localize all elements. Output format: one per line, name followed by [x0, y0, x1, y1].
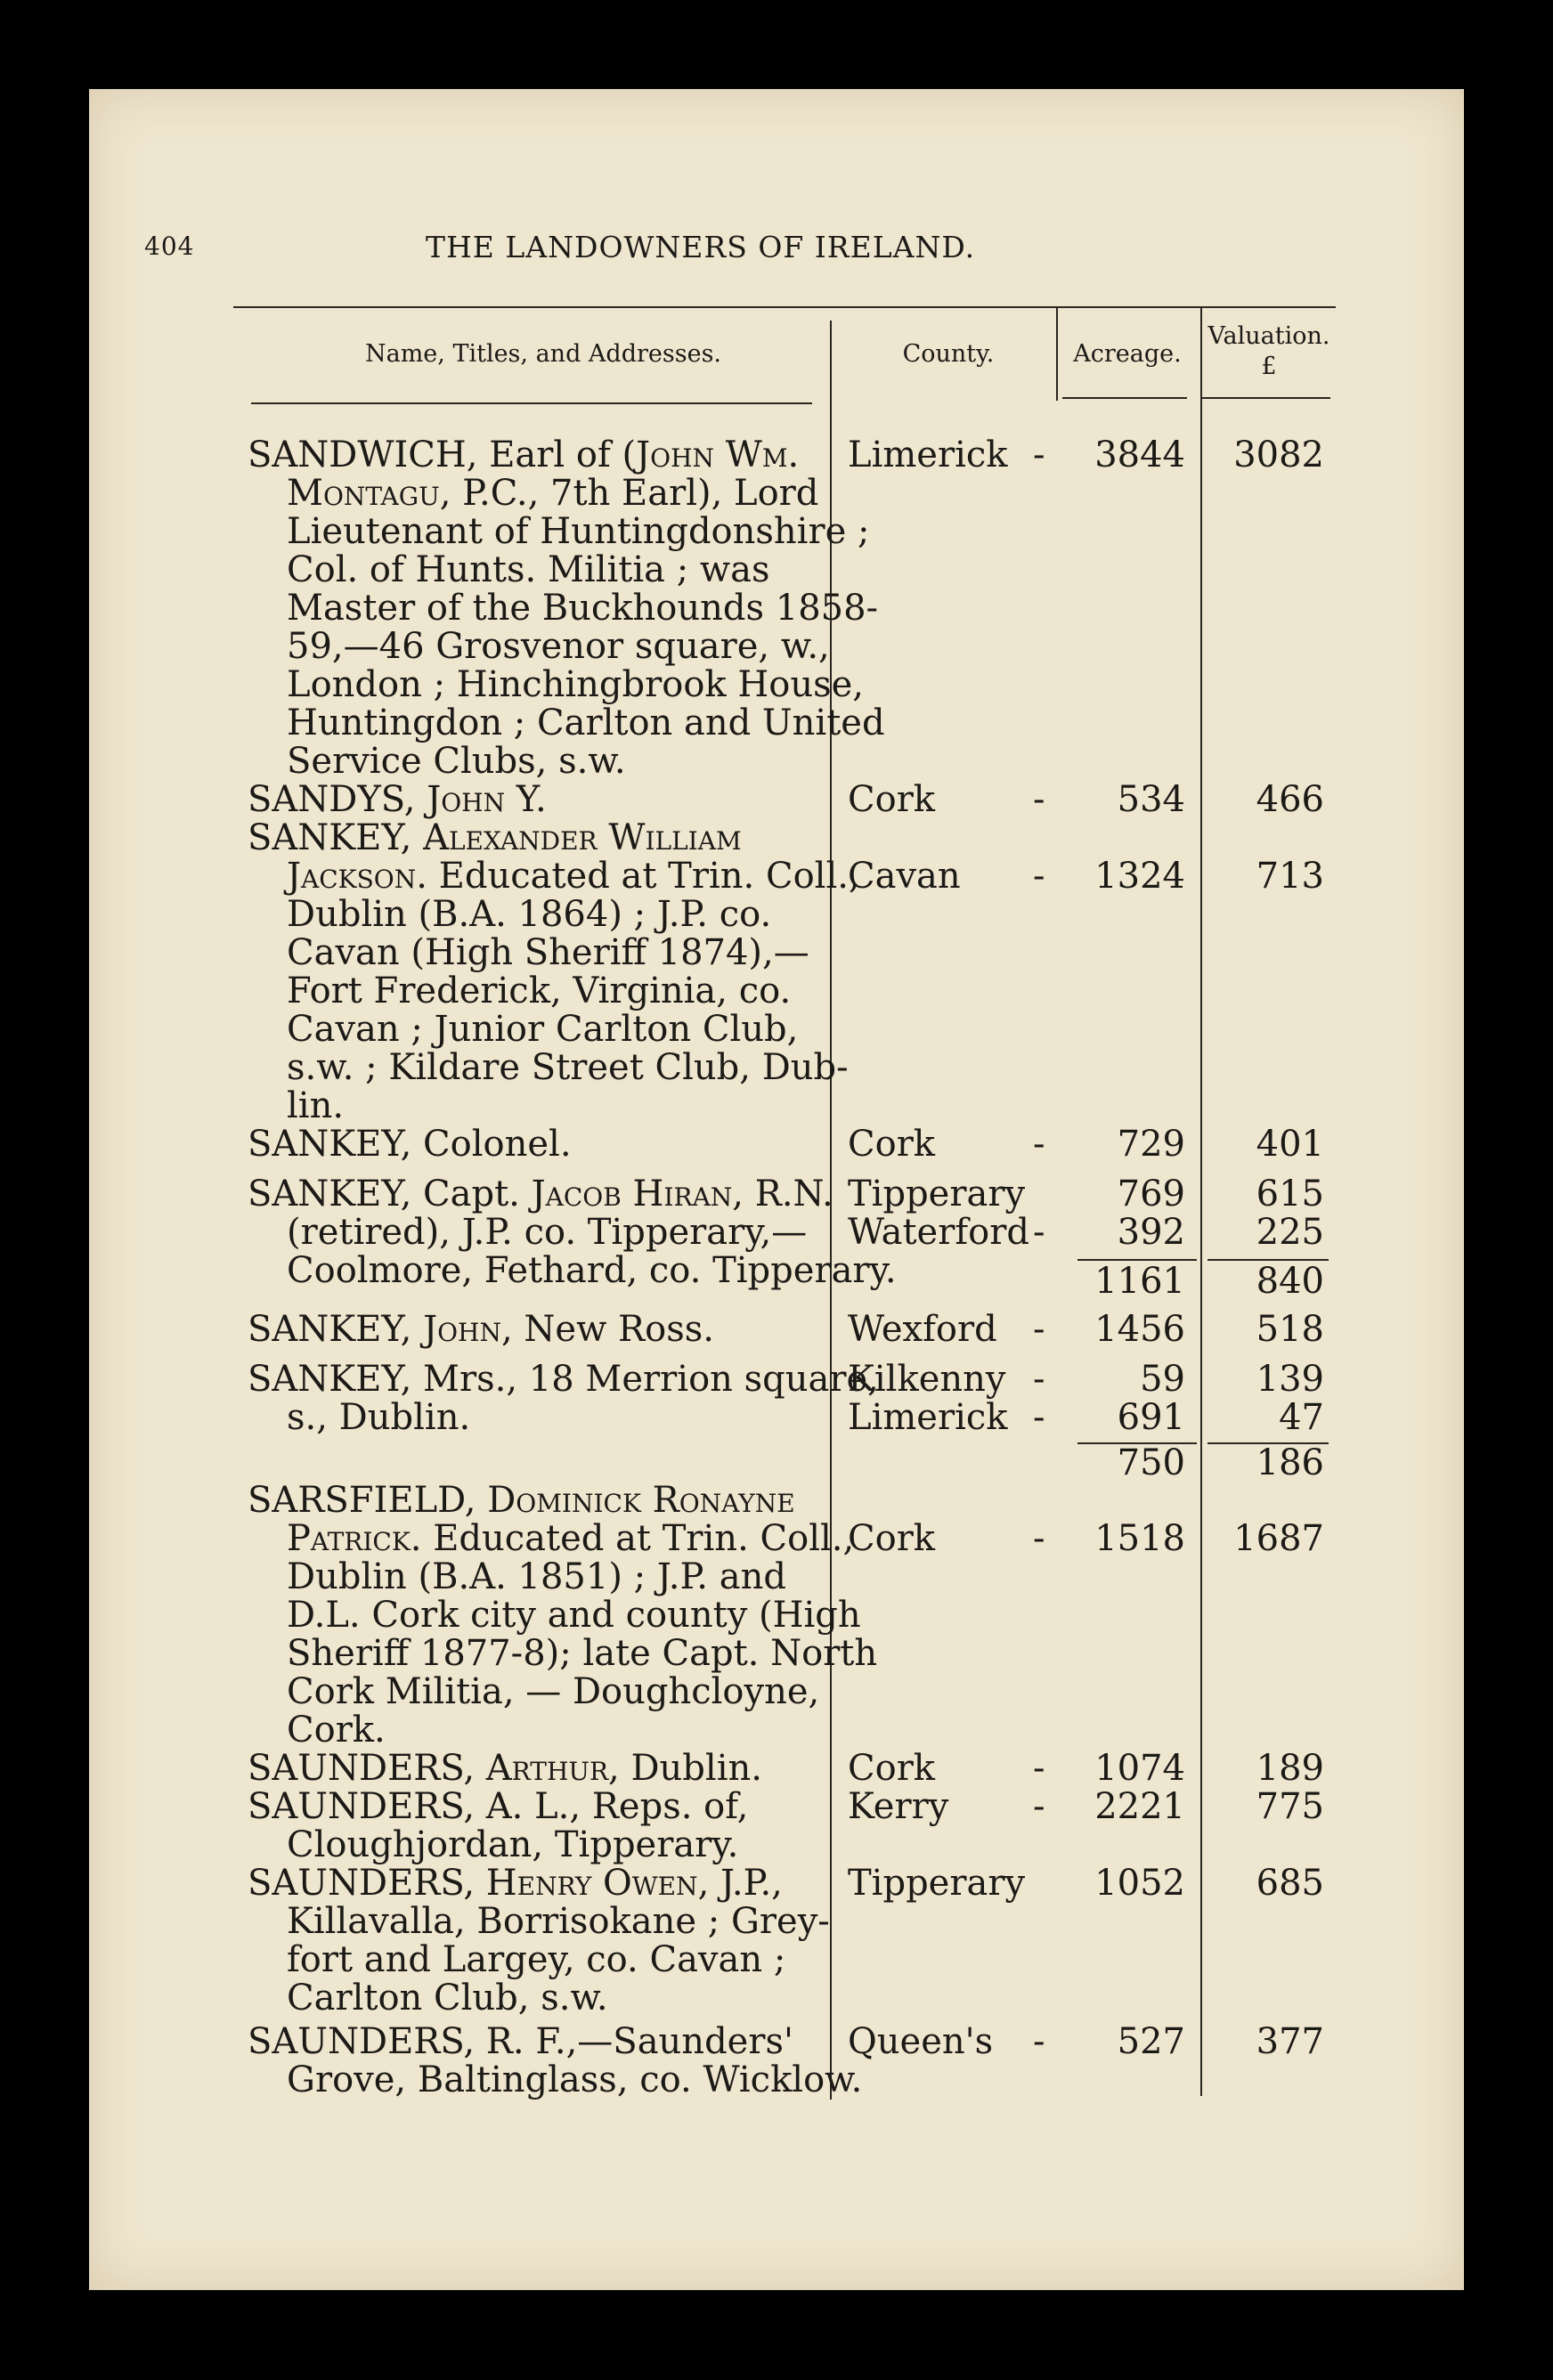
valuation-cell: 401: [1256, 1124, 1324, 1165]
running-head: [0, 232, 1375, 267]
total-acreage-cell: 750: [1117, 1442, 1185, 1483]
valuation-cell: 775: [1256, 1786, 1324, 1827]
column-rule-acreage: [1200, 306, 1202, 2096]
acreage-cell: 59: [1140, 1359, 1185, 1400]
leader-dash: -: [1033, 779, 1045, 820]
entry-name-cont: s., Dublin.: [287, 1397, 471, 1438]
entry-name: SANKEY, Capt. Jacob Hiran, R.N.: [248, 1174, 833, 1214]
entry-name-cont: Grove, Baltinglass, co. Wicklow.: [287, 2059, 863, 2100]
valuation-cell: 615: [1256, 1174, 1324, 1214]
entry-name: SAUNDERS, R. F.,—Saunders': [248, 2021, 793, 2062]
acreage-cell: 392: [1117, 1212, 1185, 1253]
entry-name-cont: Master of the Buckhounds 1858-: [287, 588, 879, 629]
county-cell: Kilkenny: [848, 1359, 1006, 1400]
column-header-valuation: Valuation.: [1207, 322, 1330, 350]
valuation-cell: 3082: [1233, 435, 1324, 475]
page-title: THE LANDOWNERS OF IRELAND.: [426, 230, 976, 264]
entry-name: SANKEY, Mrs., 18 Merrion square,: [248, 1359, 879, 1400]
county-cell: Cork: [848, 779, 936, 820]
valuation-cell: 466: [1256, 779, 1324, 820]
entry-name: SANKEY, John, New Ross.: [248, 1309, 715, 1350]
leader-dash: -: [1033, 1124, 1045, 1165]
total-acreage-cell: 1161: [1094, 1261, 1185, 1302]
valuation-cell: 377: [1256, 2021, 1324, 2062]
entry-name: SANKEY, Alexander William: [248, 817, 742, 858]
valuation-cell: 189: [1256, 1748, 1324, 1789]
entry-name-cont: Carlton Club, s.w.: [287, 1978, 608, 2019]
entry-name-cont: Sheriff 1877-8); late Capt. North: [287, 1633, 878, 1674]
acreage-cell: 1518: [1094, 1518, 1185, 1559]
entry-name-cont: Col. of Hunts. Militia ; was: [287, 549, 770, 590]
valuation-cell: 518: [1256, 1309, 1324, 1350]
valuation-cell: 713: [1256, 856, 1324, 897]
county-cell: Waterford: [848, 1212, 1029, 1253]
entry-name-cont: Fort Frederick, Virginia, co.: [287, 971, 792, 1011]
entry-name-cont: Patrick. Educated at Trin. Coll.,: [287, 1518, 855, 1559]
valuation-header-rule: [1202, 397, 1330, 399]
county-cell: Wexford: [848, 1309, 997, 1350]
column-header-name: Name, Titles, and Addresses.: [364, 340, 722, 368]
entry-name-cont: London ; Hinchingbrook House,: [287, 664, 865, 705]
column-rule-county: [1056, 306, 1058, 401]
leader-dash: -: [1033, 856, 1045, 897]
entry-name-cont: Killavalla, Borrisokane ; Grey-: [287, 1901, 830, 1942]
entry-name-cont: s.w. ; Kildare Street Club, Dub-: [287, 1047, 849, 1088]
entry-name-cont: Dublin (B.A. 1851) ; J.P. and: [287, 1556, 786, 1597]
entry-name-cont: Jackson. Educated at Trin. Coll.,: [287, 856, 860, 897]
entry-name-cont: Dublin (B.A. 1864) ; J.P. co.: [287, 894, 772, 935]
entry-name-cont: fort and Largey, co. Cavan ;: [287, 1939, 786, 1980]
leader-dash: -: [1033, 1748, 1045, 1789]
acreage-cell: 1052: [1094, 1863, 1185, 1904]
entry-name-cont: Montagu, P.C., 7th Earl), Lord: [287, 473, 819, 514]
entry-name-cont: Huntingdon ; Carlton and United: [287, 703, 885, 743]
acreage-cell: 3844: [1094, 435, 1185, 475]
entry-name: SAUNDERS, Arthur, Dublin.: [248, 1748, 762, 1789]
entry-name-cont: Lieutenant of Huntingdonshire ;: [287, 511, 870, 552]
entry-name-cont: Cavan ; Junior Carlton Club,: [287, 1009, 799, 1050]
valuation-cell: 139: [1256, 1359, 1324, 1400]
leader-dash: -: [1033, 2021, 1045, 2062]
leader-dash: -: [1033, 1212, 1045, 1253]
entry-name-cont: Cork Militia, — Doughcloyne,: [287, 1671, 820, 1712]
name-header-rule: [251, 402, 812, 404]
acreage-cell: 1324: [1094, 856, 1185, 897]
entry-name-cont: (retired), J.P. co. Tipperary,—: [287, 1212, 808, 1253]
entry-name: SAUNDERS, Henry Owen, J.P.,: [248, 1863, 783, 1904]
county-cell: Limerick: [848, 1397, 1008, 1438]
entry-name: SANDWICH, Earl of (John Wm.: [248, 435, 800, 475]
page-number: 404: [144, 232, 195, 261]
acreage-cell: 769: [1117, 1174, 1185, 1214]
county-cell: Limerick: [848, 435, 1008, 475]
leader-dash: -: [1033, 435, 1045, 475]
acreage-cell: 527: [1117, 2021, 1185, 2062]
entry-name: SANDYS, John Y.: [248, 779, 547, 820]
valuation-cell: 225: [1256, 1212, 1324, 1253]
entry-name-cont: Coolmore, Fethard, co. Tipperary.: [287, 1250, 897, 1291]
county-cell: Cavan: [848, 856, 961, 897]
leader-dash: -: [1033, 1518, 1045, 1559]
leader-dash: -: [1033, 1786, 1045, 1827]
county-cell: Kerry: [848, 1786, 949, 1827]
total-valuation-cell: 840: [1256, 1261, 1324, 1302]
acreage-cell: 534: [1117, 779, 1185, 820]
entry-name-cont: Service Clubs, s.w.: [287, 741, 626, 782]
leader-dash: -: [1033, 1359, 1045, 1400]
total-valuation-cell: 186: [1256, 1442, 1324, 1483]
leader-dash: -: [1033, 1309, 1045, 1350]
valuation-cell: 47: [1279, 1397, 1324, 1438]
county-cell: Cork: [848, 1518, 936, 1559]
acreage-cell: 729: [1117, 1124, 1185, 1165]
entry-name-cont: Cavan (High Sheriff 1874),—: [287, 932, 809, 973]
table-top-rule: [233, 306, 1336, 308]
leader-dash: -: [1033, 1397, 1045, 1438]
entry-name-cont: Cork.: [287, 1710, 386, 1750]
acreage-cell: 691: [1117, 1397, 1185, 1438]
entry-name: SARSFIELD, Dominick Ronayne: [248, 1480, 795, 1521]
county-cell: Queen's: [848, 2021, 994, 2062]
acreage-cell: 2221: [1094, 1786, 1185, 1827]
acreage-cell: 1456: [1094, 1309, 1185, 1350]
entry-name: SAUNDERS, A. L., Reps. of,: [248, 1786, 749, 1827]
county-cell: Tipperary: [848, 1174, 1026, 1214]
column-header-valuation-unit: £: [1261, 353, 1277, 380]
entry-name: SANKEY, Colonel.: [248, 1124, 572, 1165]
entry-name-cont: Cloughjordan, Tipperary.: [287, 1824, 739, 1865]
county-cell: Tipperary: [848, 1863, 1026, 1904]
entry-name-cont: lin.: [287, 1085, 345, 1126]
column-header-county: County.: [902, 340, 995, 368]
column-header-acreage: Acreage.: [1073, 340, 1182, 368]
valuation-cell: 1687: [1233, 1518, 1324, 1559]
valuation-cell: 685: [1256, 1863, 1324, 1904]
entry-name-cont: D.L. Cork city and county (High: [287, 1595, 861, 1636]
acreage-cell: 1074: [1094, 1748, 1185, 1789]
county-cell: Cork: [848, 1748, 936, 1789]
acreage-header-rule: [1062, 397, 1187, 399]
county-cell: Cork: [848, 1124, 936, 1165]
entry-name-cont: 59,—46 Grosvenor square, w.,: [287, 626, 830, 667]
